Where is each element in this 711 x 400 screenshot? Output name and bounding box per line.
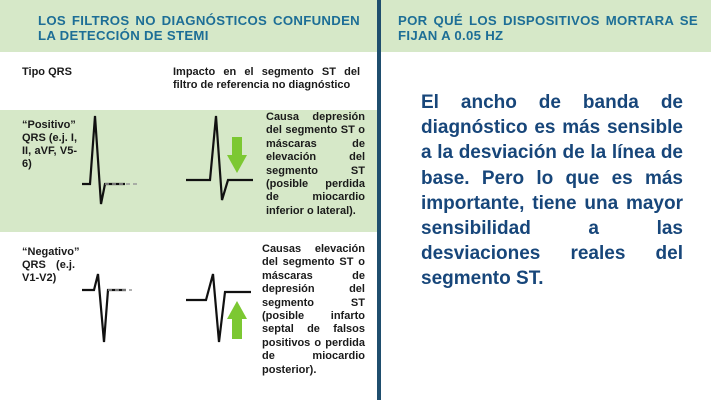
- down-arrow-icon: [227, 137, 247, 173]
- right-panel: [381, 0, 711, 400]
- positive-qrs-impact-text: Causa depresión del segmento ST o máscaras de elevación del segmento ST (posible perdida de miocardio inferior o lateral).: [266, 111, 365, 217]
- st-impact-column-header: Impacto en el segmento ST del filtro de referencia no diagnóstico: [173, 66, 360, 91]
- right-panel-title: POR QUÉ LOS DISPOSITIVOS MORTARA SE FIJAN A 0.05 HZ: [398, 13, 698, 43]
- positive-qrs-waveform-icon: [82, 114, 140, 206]
- negative-qrs-impact-text: Causas elevación del segmento ST o máscaras de depresión del segmento ST (posible infarto septal de falsos positivos o perdida de miocardio posterior).: [262, 243, 365, 376]
- negative-qrs-label: “Negativo” QRS (e.j. V1-V2): [22, 246, 80, 284]
- negative-qrs-waveform-icon: [82, 252, 140, 344]
- qrs-type-column-header: Tipo QRS: [22, 66, 72, 78]
- left-header: [0, 0, 377, 52]
- right-header: [381, 0, 711, 52]
- left-panel-title: LOS FILTROS NO DIAGNÓSTICOS CONFUNDEN LA DETECCIÓN DE STEMI: [38, 13, 360, 43]
- up-arrow-icon: [227, 301, 247, 339]
- positive-qrs-label: “Positivo” QRS (e.j. I, II, aVF, V5-6): [22, 119, 78, 170]
- explanation-text: El ancho de banda de diagnóstico es más sensible a la desviación de la línea de base. Pero lo que es más importante, tiene una mayor sensibilidad a las desviaciones reales del segmento ST.: [421, 92, 683, 290]
